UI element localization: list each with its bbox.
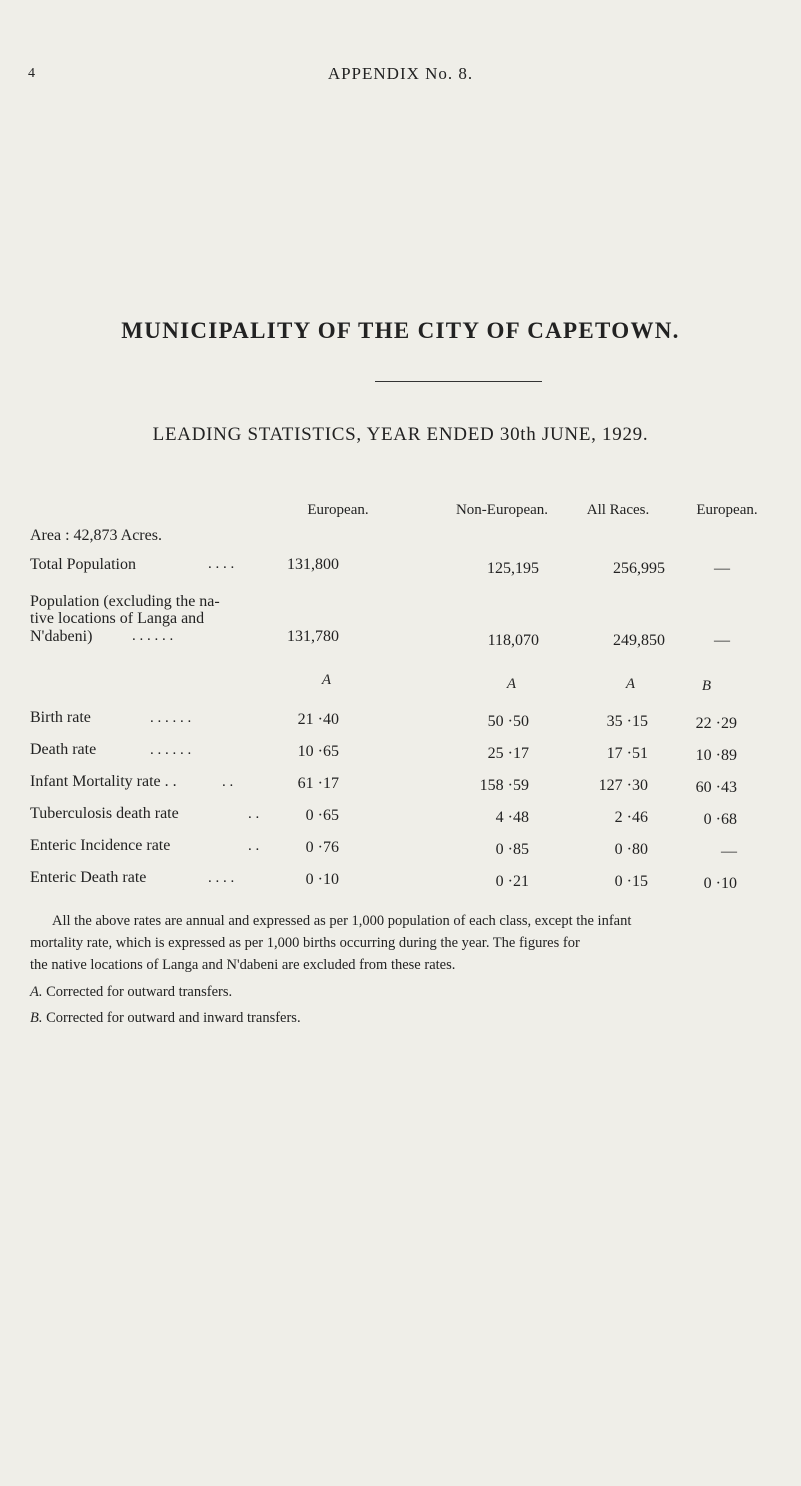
cell-all-races: 17 ·51 [606,745,648,762]
cell-all-races: 249,850 [613,632,665,649]
cell-non-european: 125,195 [487,560,539,577]
row-label: Birth rate [30,709,91,726]
row-label-line-1: Population (excluding the na- [30,593,220,610]
correction-letter: A [625,676,635,692]
cell-european-b: — [714,632,730,649]
footnote-a [30,984,232,1001]
footnote-letter: B. [30,1010,43,1026]
column-header-european-b: European. [696,502,758,518]
row-label-line-3: N'dabeni) [30,628,93,645]
leader-dots: . . . . . . [150,710,192,726]
cell-non-european: 25 ·17 [487,745,529,762]
cell-non-european: 158 ·59 [479,777,529,794]
column-header-non-european: Non-European. [455,502,549,518]
cell-all-races: 0 ·15 [614,873,648,890]
row-label: Tuberculosis death rate [30,805,179,822]
cell-non-european: 4 ·48 [495,809,529,826]
cell-european-b: — [721,843,737,860]
note-line-3: the native locations of Langa and N'dabeni are excluded from these rates. [30,957,456,973]
correction-letter: A [506,676,516,692]
cell-all-races: 2 ·46 [614,809,648,826]
cell-all-races: 35 ·15 [606,713,648,730]
correction-letter: B [701,678,711,694]
leader-dots: . . [248,838,260,854]
note-line-2: mortality rate, which is expressed as per 1,000 births occurring during the year. The figures for [30,935,580,951]
title-divider [375,381,542,382]
cell-european: 61 ·17 [297,775,339,792]
note-line-1: All the above rates are annual and expressed as per 1,000 population of each class, except the infant [52,913,632,929]
correction-letter: A [321,672,331,688]
cell-european-b: 0 ·68 [703,811,737,828]
footnote-b [30,1010,301,1027]
cell-non-european: 0 ·85 [495,841,529,858]
leader-dots: . . . . [208,556,235,572]
footnote-text: Corrected for outward transfers. [46,984,233,1000]
cell-european-b: — [714,560,730,577]
cell-european: 0 ·65 [305,807,339,824]
cell-all-races: 0 ·80 [614,841,648,858]
cell-european: 10 ·65 [297,743,339,760]
cell-european: 131,780 [287,628,339,645]
footnote-text: Corrected for outward and inward transfers. [46,1010,301,1026]
cell-european-b: 0 ·10 [703,875,737,892]
row-label: Enteric Death rate [30,869,147,886]
document-title: MUNICIPALITY OF THE CITY OF CAPETOWN. [121,318,680,343]
cell-european: 131,800 [287,556,339,573]
leader-dots: . . [222,774,234,790]
cell-european-b: 60 ·43 [695,779,737,796]
row-label: Enteric Incidence rate [30,837,171,854]
cell-european: 0 ·10 [305,871,339,888]
cell-all-races: 127 ·30 [598,777,648,794]
cell-european-b: 10 ·89 [695,747,737,764]
cell-european-b: 22 ·29 [695,715,737,732]
cell-non-european: 50 ·50 [487,713,529,730]
cell-non-european: 118,070 [487,632,539,649]
row-label: Death rate [30,741,97,758]
footnote-letter: A. [30,984,43,1000]
cell-european: 21 ·40 [297,711,339,728]
row-label-line-2: tive locations of Langa and [30,610,205,627]
appendix-header: APPENDIX No. 8. [327,64,474,83]
leader-dots: . . . . . . [132,628,174,644]
cell-all-races: 256,995 [613,560,665,577]
leader-dots: . . [248,806,260,822]
cell-european: 0 ·76 [305,839,339,856]
document-subtitle: LEADING STATISTICS, YEAR ENDED 30th JUNE, 1929. [152,424,649,445]
cell-non-european: 0 ·21 [495,873,529,890]
area-label: Area : 42,873 Acres. [30,527,162,544]
page-number: 4 [28,66,35,81]
leader-dots: . . . . [208,870,235,886]
column-header-european: European. [307,502,369,518]
row-label: Total Population [30,556,136,573]
row-label: Infant Mortality rate . . [30,773,177,790]
leader-dots: . . . . . . [150,742,192,758]
column-header-all-races: All Races. [586,502,650,518]
